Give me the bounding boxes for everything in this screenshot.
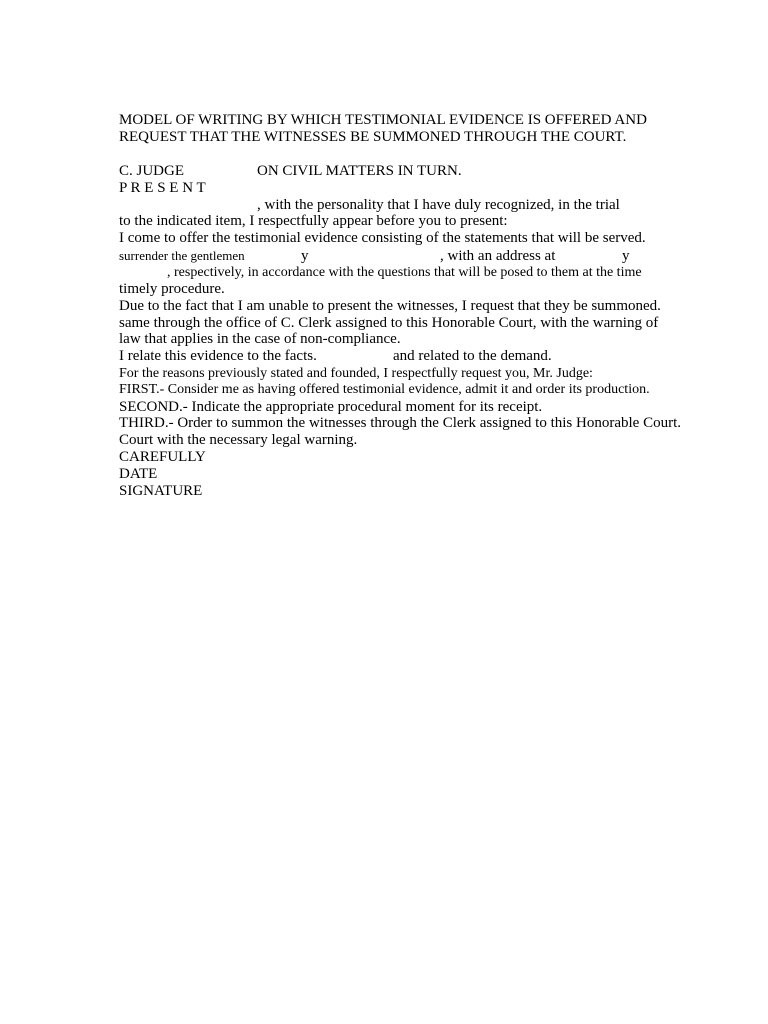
addressee: C. JUDGE (119, 163, 185, 179)
respectively-line: , respectively, in accordance with the questions that will be posed to them at the time (167, 265, 642, 280)
relate-line-start: I relate this evidence to the facts. (119, 348, 317, 364)
same-line: same through the office of C. Clerk assigned to this Honorable Court, with the warning of (119, 315, 659, 331)
present-heading: P R E S E N T (119, 180, 206, 196)
surrender-label: surrender the gentlemen (119, 248, 245, 263)
signature-label: SIGNATURE (119, 483, 203, 499)
law-line: law that applies in the case of non-compliance. (119, 331, 401, 347)
first-request: FIRST.- Consider me as having offered testimonial evidence, admit it and order its production. (119, 382, 650, 397)
due-line: Due to the fact that I am unable to present the witnesses, I request that they be summoned. (119, 298, 661, 314)
relate-line-end: and related to the demand. (393, 348, 552, 364)
closing: CAREFULLY (119, 449, 206, 465)
address-label: , with an address at (440, 248, 556, 264)
document-title-line-1: MODEL OF WRITING BY WHICH TESTIMONIAL EVIDENCE IS OFFERED AND (119, 112, 647, 128)
conjunction-y-1: y (301, 248, 309, 264)
offer-line: I come to offer the testimonial evidence consisting of the statements that will be served. (119, 230, 646, 246)
date-label: DATE (119, 466, 158, 482)
third-request: THIRD.- Order to summon the witnesses through the Clerk assigned to this Honorable Court. (119, 415, 682, 431)
reasons-line: For the reasons previously stated and founded, I respectfully request you, Mr. Judge: (119, 366, 593, 381)
conjunction-y-2: y (622, 248, 630, 264)
timely-line: timely procedure. (119, 281, 225, 297)
court-warning-line: Court with the necessary legal warning. (119, 432, 358, 448)
intro-line-1: , with the personality that I have duly recognized, in the trial (257, 197, 620, 213)
document-title-line-2: REQUEST THAT THE WITNESSES BE SUMMONED THROUGH THE COURT. (119, 129, 627, 145)
intro-line-2: to the indicated item, I respectfully appear before you to present: (119, 213, 508, 229)
court-designation: ON CIVIL MATTERS IN TURN. (257, 163, 462, 179)
second-request: SECOND.- Indicate the appropriate procedural moment for its receipt. (119, 399, 543, 415)
